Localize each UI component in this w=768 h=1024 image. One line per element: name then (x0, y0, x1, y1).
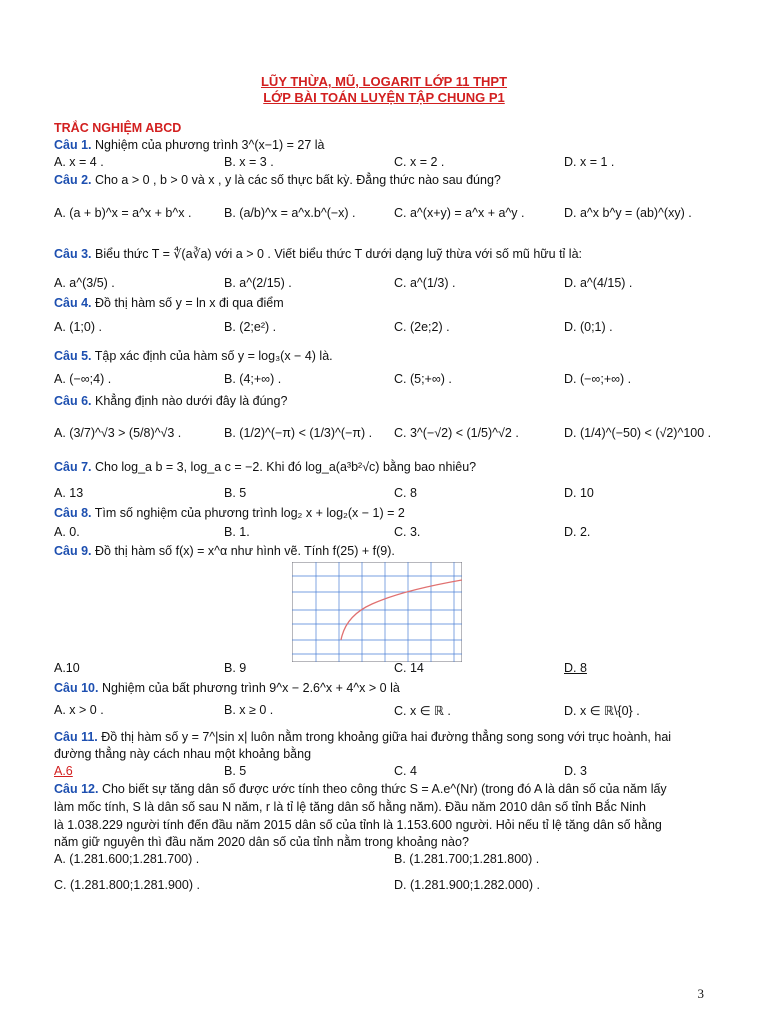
question-number: Câu 2. (54, 173, 92, 187)
option-c: C. x ∈ ℝ . (394, 704, 451, 718)
option-c: C. 3. (394, 525, 421, 539)
options-q7 (0, 486, 768, 506)
option-a: A. (3/7)^√3 > (5/8)^√3 . (54, 426, 182, 440)
question-12-line-3: là 1.038.229 người tính đến đầu năm 2015 dân số của tỉnh là 1.153.600 người. Hỏi nếu tỉ lệ tăng dân số hằng (54, 818, 662, 832)
question-text: Cho log_a b = 3, log_a c = −2. Khi đó log_a(a³b²√c) bằng bao nhiêu? (95, 460, 477, 474)
option-a: A. x = 4 . (54, 155, 104, 169)
option-d: D. 3 (564, 764, 587, 778)
option-d: D. a^(4/15) . (564, 276, 633, 290)
option-d: D. (−∞;+∞) . (564, 372, 632, 386)
question-text: Tìm số nghiệm của phương trình log₂ x + log₂(x − 1) = 2 (94, 506, 405, 520)
option-b: B. x = 3 . (224, 155, 274, 169)
question-text: Cho biết sự tăng dân số được ước tính theo công thức S = A.e^(Nr) (trong đó A là dân số của năm lấy (101, 782, 667, 796)
question-10 (54, 681, 400, 695)
question-text: Cho a > 0 , b > 0 và x , y là các số thực bất kỳ. Đẳng thức nào sau đúng? (95, 173, 501, 187)
option-c: C. (2e;2) . (394, 320, 450, 334)
question-3 (54, 246, 582, 261)
options-q9 (0, 661, 768, 681)
option-a: A. x > 0 . (54, 703, 104, 717)
question-5 (54, 349, 333, 363)
question-12-line-4: năm giữ nguyên thì đầu năm 2020 dân số của tỉnh nằm trong khoảng nào? (54, 835, 469, 849)
function-graph-figure (292, 562, 462, 662)
doc-title-line-2: LỚP BÀI TOÁN LUYỆN TẬP CHUNG P1 (263, 90, 505, 105)
question-number: Câu 1. (54, 138, 92, 152)
question-text: Tập xác định của hàm số y = log₃(x − 4) là. (94, 349, 333, 363)
question-1 (54, 138, 325, 152)
option-a: A. 13 (54, 486, 84, 500)
option-c: C. 3^(−√2) < (1/5)^√2 . (394, 426, 519, 440)
question-7 (54, 460, 476, 474)
option-b: B. (4;+∞) . (224, 372, 282, 386)
option-b: B. x ≥ 0 . (224, 703, 274, 717)
option-b: B. (a/b)^x = a^x.b^(−x) . (224, 206, 356, 220)
option-c: C. (1.281.800;1.281.900) . (54, 878, 200, 892)
option-d: D. (0;1) . (564, 320, 613, 334)
options-q12-row-2 (0, 878, 768, 898)
option-b: B. (2;e²) . (224, 320, 277, 334)
option-a: A.10 (54, 661, 80, 675)
question-9 (54, 544, 395, 558)
question-text: Đồ thị hàm số y = 7^|sin x| luôn nằm trong khoảng giữa hai đường thẳng song song với trục hoành, hai (101, 730, 672, 744)
options-q10 (0, 703, 768, 723)
option-d: D. a^x b^y = (ab)^(xy) . (564, 206, 692, 220)
question-text: Nghiệm của bất phương trình 9^x − 2.6^x + 4^x > 0 là (101, 681, 400, 695)
option-d: D. 8 (564, 661, 587, 675)
doc-title-line-1: LŨY THỪA, MŨ, LOGARIT LỚP 11 THPT (260, 74, 508, 89)
options-q5 (0, 372, 768, 392)
option-d: D. (1/4)^(−50) < (√2)^100 . (564, 426, 712, 440)
option-d: D. x ∈ ℝ\{0} . (564, 704, 640, 718)
option-b: B. a^(2/15) . (224, 276, 292, 290)
question-number: Câu 6. (54, 394, 92, 408)
question-2 (54, 173, 501, 187)
question-number: Câu 12. (54, 782, 99, 796)
option-c: C. a^(x+y) = a^x + a^y . (394, 206, 525, 220)
question-text: Biểu thức T = ∜(a∛a) với a > 0 . Viết biểu thức T dưới dạng luỹ thừa với số mũ hữu tỉ là: (95, 247, 582, 261)
option-d: D. 2. (564, 525, 591, 539)
question-number: Câu 3. (54, 247, 92, 261)
option-c: C. (5;+∞) . (394, 372, 452, 386)
page-number: 3 (697, 986, 704, 1001)
option-c: C. a^(1/3) . (394, 276, 456, 290)
question-11 (54, 730, 671, 744)
question-number: Câu 4. (54, 296, 92, 310)
question-11-cont: đường thẳng này cách nhau một khoảng bằng (54, 747, 312, 761)
question-12 (54, 782, 667, 796)
options-q8 (0, 525, 768, 545)
question-text: Khẳng định nào dưới đây là đúng? (95, 394, 288, 408)
options-q3 (0, 276, 768, 296)
function-graph (292, 562, 462, 662)
option-a: A. (a + b)^x = a^x + b^x . (54, 206, 192, 220)
option-b: B. 5 (224, 764, 247, 778)
option-c: C. x = 2 . (394, 155, 445, 169)
option-d: D. (1.281.900;1.282.000) . (394, 878, 540, 892)
question-number: Câu 9. (54, 544, 92, 558)
option-a: A. 0. (54, 525, 80, 539)
option-a: A. (−∞;4) . (54, 372, 112, 386)
option-b: B. 9 (224, 661, 247, 675)
option-b: B. (1.281.700;1.281.800) . (394, 852, 540, 866)
option-b: B. (1/2)^(−π) < (1/3)^(−π) . (224, 426, 373, 440)
question-4 (54, 296, 284, 310)
options-q12-row-1 (0, 852, 768, 872)
question-number: Câu 7. (54, 460, 92, 474)
question-text: Đồ thị hàm số y = ln x đi qua điểm (95, 296, 284, 310)
option-b: B. 5 (224, 486, 247, 500)
question-12-line-2: làm mốc tính, S là dân số sau N năm, r là tỉ lệ tăng dân số hằng năm). Đầu năm 2010 dân số tỉnh Bắc Ninh (54, 800, 646, 814)
option-c: C. 4 (394, 764, 417, 778)
question-number: Câu 8. (54, 506, 92, 520)
option-a: A. a^(3/5) . (54, 276, 115, 290)
option-c: C. 8 (394, 486, 417, 500)
question-6 (54, 394, 287, 408)
option-d: D. 10 (564, 486, 594, 500)
options-q1 (0, 155, 768, 175)
option-a: A. (1.281.600;1.281.700) . (54, 852, 200, 866)
option-c: C. 14 (394, 661, 424, 675)
option-b: B. 1. (224, 525, 250, 539)
question-number: Câu 5. (54, 349, 92, 363)
section-heading: TRẮC NGHIỆM ABCD (54, 121, 182, 135)
question-number: Câu 10. (54, 681, 99, 695)
question-8 (54, 506, 405, 520)
question-number: Câu 11. (54, 730, 98, 744)
option-d: D. x = 1 . (564, 155, 615, 169)
option-a: A. (1;0) . (54, 320, 102, 334)
question-text: Đồ thị hàm số f(x) = x^α như hình vẽ. Tính f(25) + f(9). (95, 544, 395, 558)
question-text: Nghiệm của phương trình 3^(x−1) = 27 là (95, 138, 325, 152)
options-q2 (0, 206, 768, 226)
options-q4 (0, 320, 768, 340)
options-q6 (0, 426, 768, 446)
option-a: A.6 (54, 764, 73, 778)
options-q11 (0, 764, 768, 784)
